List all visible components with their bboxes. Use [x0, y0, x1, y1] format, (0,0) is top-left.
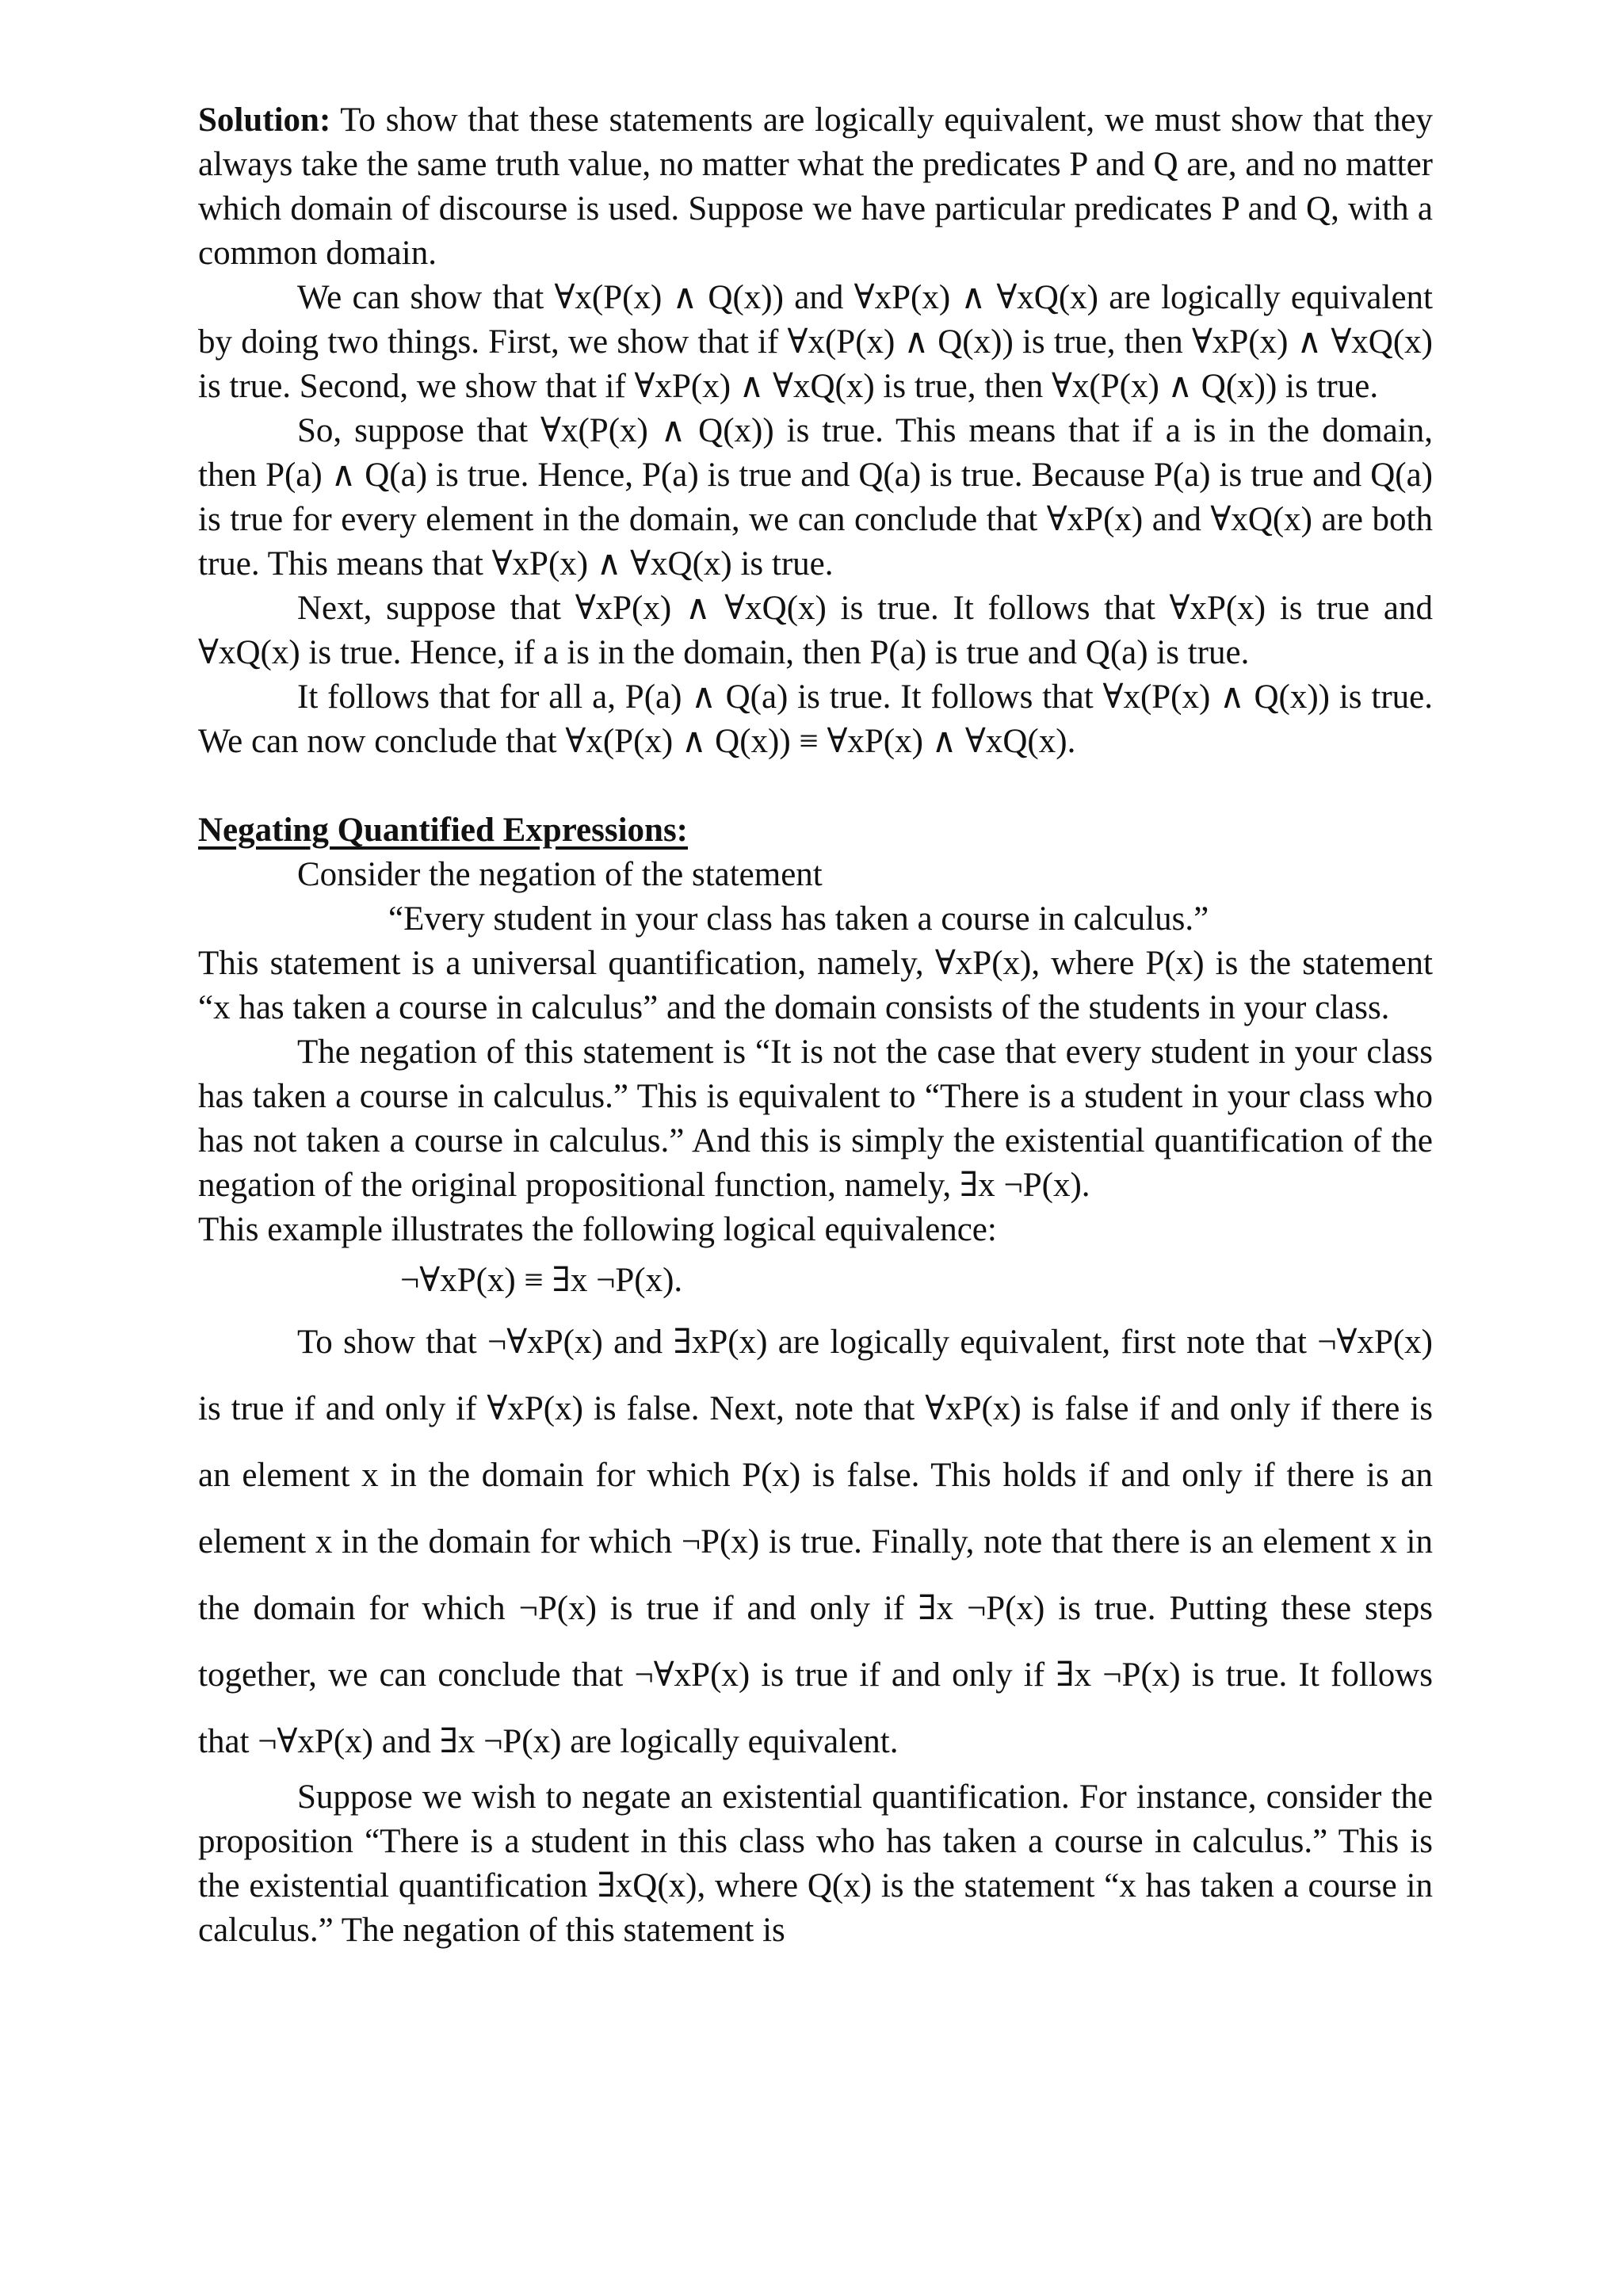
solution-paragraph-3: So, suppose that ∀x(P(x) ∧ Q(x)) is true. This means that if a is in the domain, then P(a) ∧ Q(a) is true. Hence, P(a) is true and Q(a) is true. Because P(a) is true and Q(a) is true for every element in the domain, we can conclude that ∀xP(x) and ∀xQ(x) are both true. This means that ∀xP(x) ∧ ∀xQ(x) is true. [198, 412, 1433, 583]
negation-intro: Consider the negation of the statement [297, 856, 823, 893]
calculus-quote: “Every student in your class has taken a course in calculus.” [388, 900, 1209, 938]
solution-paragraph-4: Next, suppose that ∀xP(x) ∧ ∀xQ(x) is true. It follows that ∀xP(x) is true and ∀xQ(x) is true. Hence, if a is in the domain, then P(a) is true and Q(a) is true. [198, 590, 1433, 671]
negation-paragraph-2: The negation of this statement is “It is not the case that every student in your class has taken a course in calculus.” This is equivalent to “There is a student in your class who has not taken a course in calculus.” And this is simply the existential quantification of the negation of the original propositional function, namely, ∃x ¬P(x). [198, 1033, 1433, 1204]
negation-paragraph-1: This statement is a universal quantification, namely, ∀xP(x), where P(x) is the statement “x has taken a course in calculus” and the domain consists of the students in your class. [198, 945, 1433, 1026]
solution-paragraph-2: We can show that ∀x(P(x) ∧ Q(x)) and ∀xP(x) ∧ ∀xQ(x) are logically equivalent by doing two things. First, we show that if ∀x(P(x) ∧ Q(x)) is true, then ∀xP(x) ∧ ∀xQ(x) is true. Second, we show that if ∀xP(x) ∧ ∀xQ(x) is true, then ∀x(P(x) ∧ Q(x)) is true. [198, 279, 1433, 405]
solution-section [198, 98, 1433, 1953]
solution-paragraph-5: It follows that for all a, P(a) ∧ Q(a) is true. It follows that ∀x(P(x) ∧ Q(x)) is true. We can now conclude that ∀x(P(x) ∧ Q(x)) ≡ ∀xP(x) ∧ ∀xQ(x). [198, 678, 1433, 760]
solution-paragraph-1 [198, 98, 1433, 276]
negation-paragraph-5: Suppose we wish to negate an existential quantification. For instance, consider the proposition “There is a student in this class who has taken a course in calculus.” This is the existential quantification ∃xQ(x), where Q(x) is the statement “x has taken a course in calculus.” The negation of this statement is [198, 1778, 1433, 1949]
negation-paragraph-4: To show that ¬∀xP(x) and ∃xP(x) are logically equivalent, first note that ¬∀xP(x) is true if and only if ∀xP(x) is false. Next, note that ∀xP(x) is false if and only if there is an element x in the domain for which P(x) is false. This holds if and only if there is an element x in the domain for which ¬P(x) is true. Finally, note that there is an element x in the domain for which ¬P(x) is true if and only if ∃x ¬P(x) is true. Putting these steps together, we can conclude that ¬∀xP(x) is true if and only if ∃x ¬P(x) is true. It follows that ¬∀xP(x) and ∃x ¬P(x) are logically equivalent. [198, 1324, 1433, 1760]
negation-paragraph-3: This example illustrates the following logical equivalence: [198, 1211, 997, 1248]
section-gap [198, 764, 1433, 808]
section-heading: Negating Quantified Expressions: [198, 812, 688, 849]
equivalence-formula: ¬∀xP(x) ≡ ∃x ¬P(x). [400, 1262, 683, 1299]
solution-paragraph-1-text: To show that these statements are logically equivalent, we must show that they always take the same truth value, no matter what the predicates P and Q are, and no matter which domain of discourse is used. Suppose we have particular predicates P and Q, with a common domain. [198, 101, 1433, 272]
solution-label: Solution: [198, 101, 331, 139]
